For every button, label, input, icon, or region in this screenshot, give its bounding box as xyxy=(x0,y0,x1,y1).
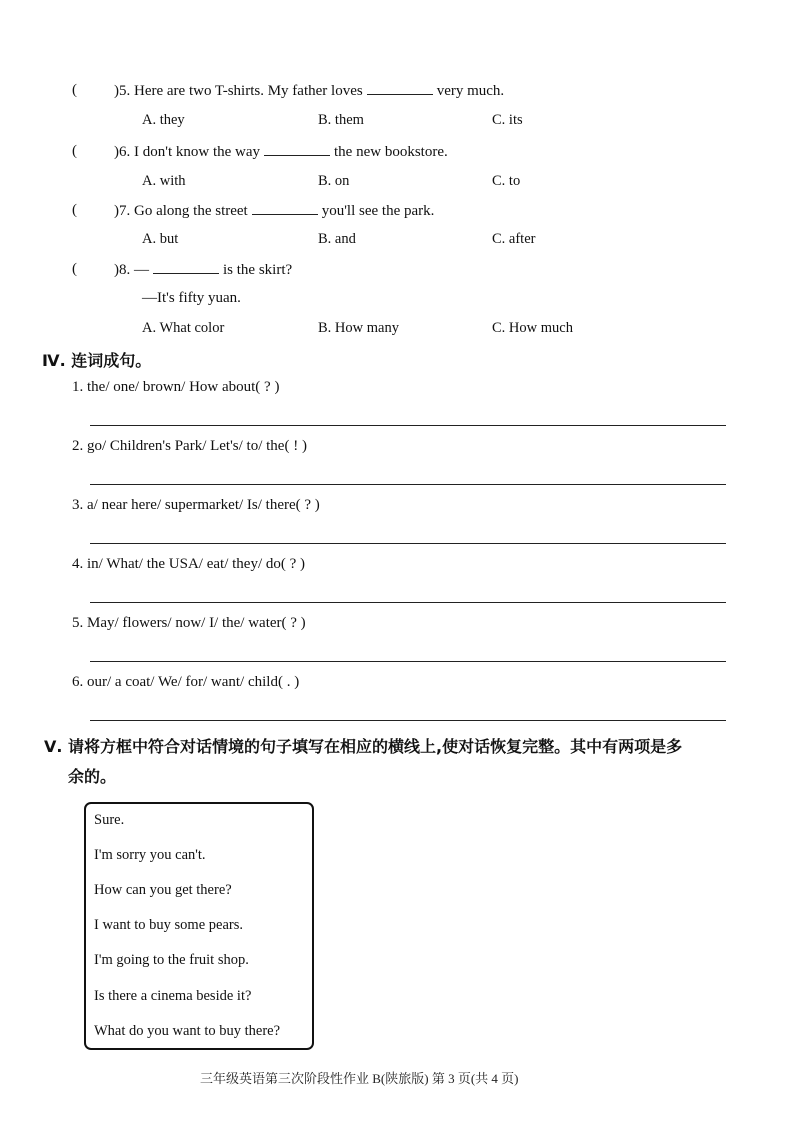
word-order-item-6: 6. our/ a coat/ We/ for/ want/ child( . ) xyxy=(72,674,300,690)
answer-line-2[interactable] xyxy=(90,484,726,485)
word-order-item-4: 4. in/ What/ the USA/ eat/ they/ do( ? ) xyxy=(72,556,306,572)
question-text: )7. Go along the street you'll see the park. xyxy=(114,203,435,219)
page-footer: 三年级英语第三次阶段性作业 B(陕旅版) 第 3 页(共 4 页) xyxy=(200,1071,519,1086)
option-a[interactable]: A. but xyxy=(142,231,179,247)
box-option[interactable]: I'm going to the fruit shop. xyxy=(94,952,249,968)
word-order-item-2: 2. go/ Children's Park/ Let's/ to/ the( ! ) xyxy=(72,438,307,454)
option-b[interactable]: B. How many xyxy=(318,320,399,336)
word-order-item-1: 1. the/ one/ brown/ How about( ? ) xyxy=(72,379,280,395)
option-a[interactable]: A. with xyxy=(142,173,186,189)
option-a[interactable]: A. they xyxy=(142,112,185,128)
question-text: )5. Here are two T-shirts. My father loves very much. xyxy=(114,83,505,99)
answer-line-1[interactable] xyxy=(90,425,726,426)
answer-line-4[interactable] xyxy=(90,602,726,603)
section-5-title: Ⅴ. 请将方框中符合对话情境的句子填写在相应的横线上,使对话恢复完整。其中有两项是多 xyxy=(44,737,683,756)
answer-paren[interactable]: ( xyxy=(72,261,77,277)
word-order-item-3: 3. a/ near here/ supermarket/ Is/ there( ? ) xyxy=(72,497,320,513)
box-option[interactable]: I want to buy some pears. xyxy=(94,917,243,933)
answer-line-5[interactable] xyxy=(90,661,726,662)
answer-blank[interactable] xyxy=(153,261,219,274)
option-c[interactable]: C. How much xyxy=(492,320,573,336)
box-option[interactable]: Sure. xyxy=(94,812,125,828)
option-c[interactable]: C. to xyxy=(492,173,521,189)
answer-paren[interactable]: ( xyxy=(72,143,77,159)
sentence-option-box xyxy=(84,802,314,1050)
option-b[interactable]: B. them xyxy=(318,112,364,128)
answer-blank[interactable] xyxy=(264,143,330,156)
question-second-line: —It's fifty yuan. xyxy=(142,290,241,306)
answer-blank[interactable] xyxy=(367,82,433,95)
option-a[interactable]: A. What color xyxy=(142,320,225,336)
question-text: )8. — is the skirt? xyxy=(114,262,293,278)
question-text: )6. I don't know the way the new bookstore. xyxy=(114,144,448,160)
section-4-title: Ⅳ. 连词成句。 xyxy=(42,351,152,370)
answer-blank[interactable] xyxy=(252,202,318,215)
option-c[interactable]: C. its xyxy=(492,112,523,128)
answer-line-3[interactable] xyxy=(90,543,726,544)
option-c[interactable]: C. after xyxy=(492,231,536,247)
box-option[interactable]: I'm sorry you can't. xyxy=(94,847,206,863)
box-option[interactable]: What do you want to buy there? xyxy=(94,1023,281,1039)
box-option[interactable]: Is there a cinema beside it? xyxy=(94,988,252,1004)
answer-paren[interactable]: ( xyxy=(72,82,77,98)
section-5-title-cont: 余的。 xyxy=(68,767,117,786)
answer-line-6[interactable] xyxy=(90,720,726,721)
option-b[interactable]: B. on xyxy=(318,173,350,189)
answer-paren[interactable]: ( xyxy=(72,202,77,218)
word-order-item-5: 5. May/ flowers/ now/ I/ the/ water( ? ) xyxy=(72,615,306,631)
option-b[interactable]: B. and xyxy=(318,231,356,247)
box-option[interactable]: How can you get there? xyxy=(94,882,232,898)
